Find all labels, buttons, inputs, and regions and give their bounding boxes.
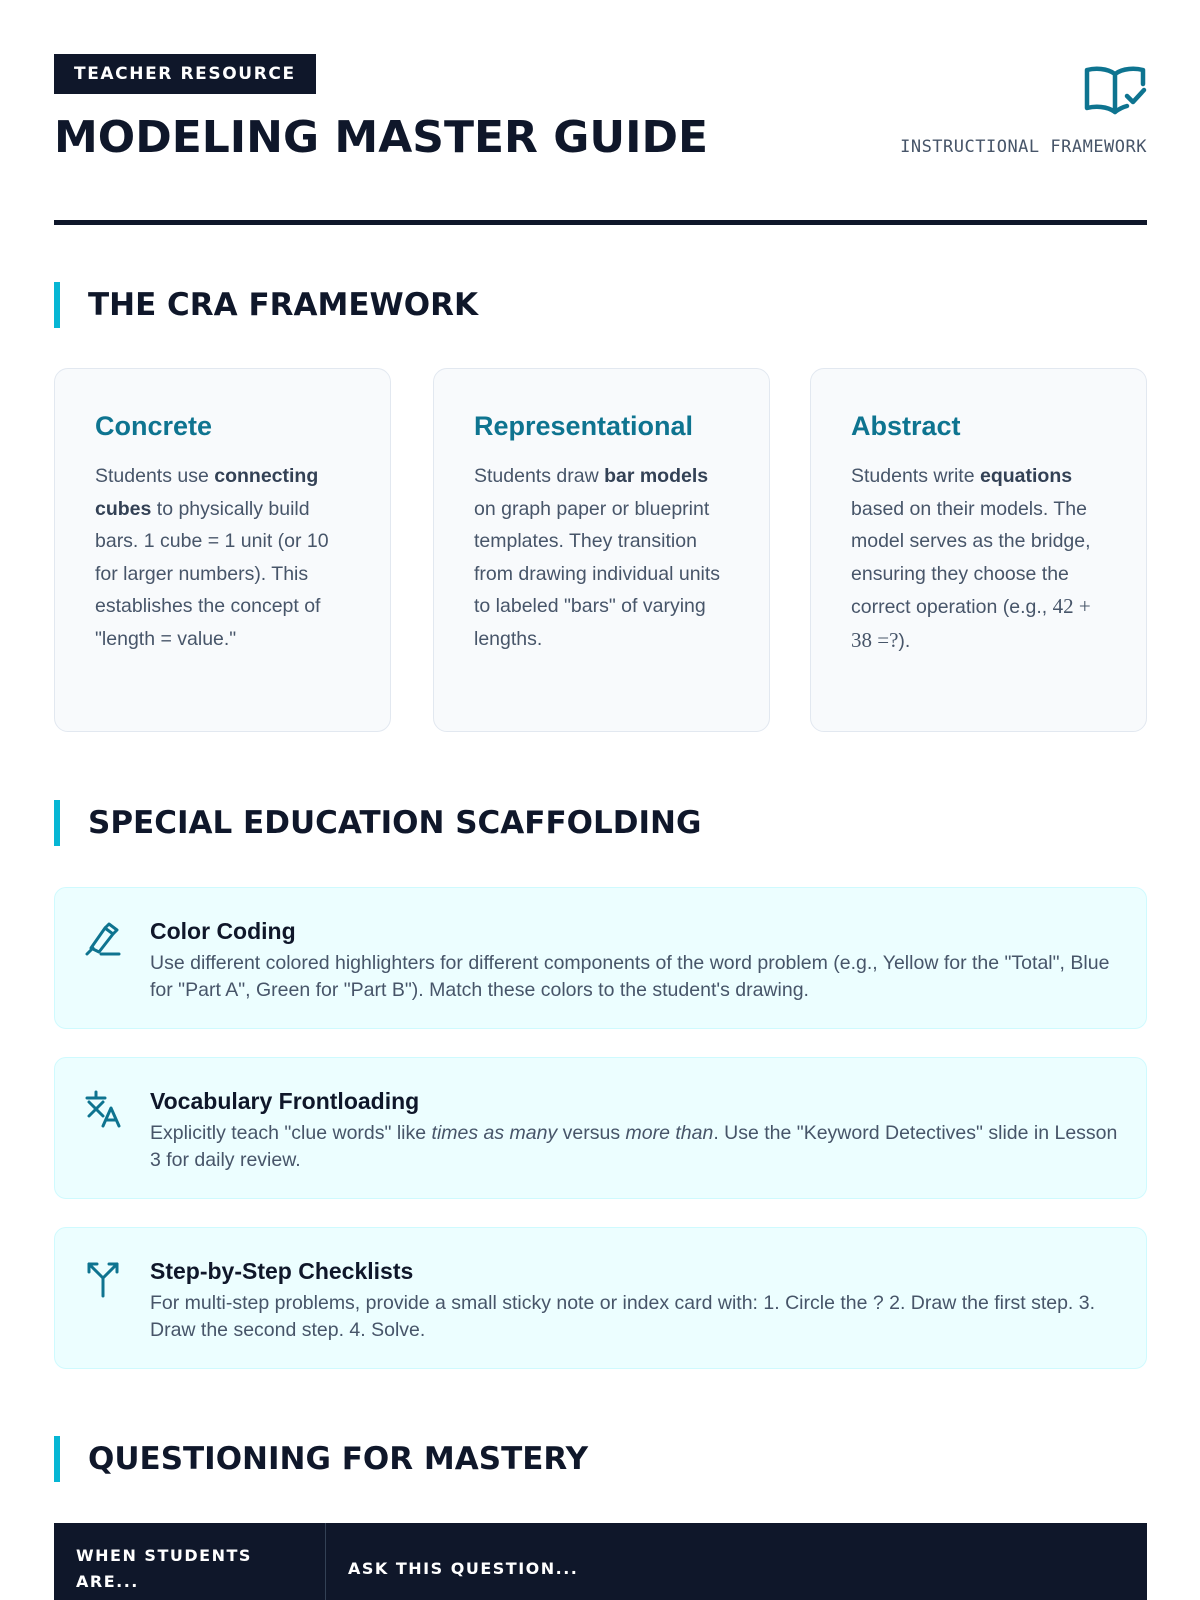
section-title: THE CRA FRAMEWORK	[88, 287, 478, 323]
translate-icon	[83, 1088, 123, 1128]
card-title: Representational	[474, 411, 694, 441]
resource-badge: TEACHER RESOURCE	[54, 54, 316, 94]
scaffold-title: Vocabulary Frontloading	[150, 1088, 420, 1114]
cra-card-concrete	[54, 368, 391, 732]
scaffold-item-checklists	[54, 1227, 1147, 1369]
scaffold-text: Use different colored highlighters for different components of the word problem (e.g., Yellow for the "Total", Blue for "Part A", Green for "Part B"). Match these colors to the student's drawing.	[150, 952, 1110, 1001]
header-divider	[54, 220, 1147, 225]
scaffold-title: Step-by-Step Checklists	[150, 1258, 414, 1284]
section-accent-bar	[54, 800, 60, 846]
highlighter-icon	[83, 918, 123, 958]
scaffold-item-color-coding	[54, 887, 1147, 1029]
questioning-table-header	[54, 1523, 1147, 1600]
card-text: Students write equations based on their models. The model serves as the bridge, ensuring they choose the correct operation (e.g., 42 + 38 =?).	[851, 465, 1091, 652]
card-title: Concrete	[95, 411, 213, 441]
framework-tag: INSTRUCTIONAL FRAMEWORK	[900, 137, 1147, 157]
cra-card-abstract	[810, 368, 1147, 732]
section-heading-questioning	[54, 1436, 954, 1482]
card-text: Students draw bar models on graph paper or blueprint templates. They transition from drawing individual units to labeled "bars" of varying lengths.	[474, 465, 721, 650]
scaffold-text: Explicitly teach "clue words" like times as many versus more than. Use the "Keyword Detectives" slide in Lesson 3 for daily review.	[150, 1122, 1118, 1171]
cra-card-representational	[433, 368, 770, 732]
book-check-icon	[1083, 60, 1147, 118]
section-title: QUESTIONING FOR MASTERY	[88, 1441, 589, 1477]
page-header	[54, 54, 1147, 226]
scaffold-text: For multi-step problems, provide a small sticky note or index card with: 1. Circle the ? 2. Draw the first step. 3. Draw the second step. 4. Solve.	[150, 1292, 1096, 1341]
column-header-when: WHEN STUDENTS ARE...	[76, 1546, 252, 1591]
scaffold-title: Color Coding	[150, 918, 296, 944]
split-arrow-icon	[83, 1258, 123, 1298]
section-accent-bar	[54, 1436, 60, 1482]
card-title: Abstract	[851, 411, 961, 441]
section-heading-scaffolding	[54, 800, 954, 846]
column-header-ask: ASK THIS QUESTION...	[348, 1559, 579, 1578]
section-title: SPECIAL EDUCATION SCAFFOLDING	[88, 805, 702, 841]
equation: 42 + 38 =?	[851, 594, 1091, 652]
page-title: MODELING MASTER GUIDE	[54, 112, 709, 163]
card-text: Students use connecting cubes to physically build bars. 1 cube = 1 unit (or 10 for larger numbers). This establishes the concept of "length = value."	[95, 465, 329, 650]
section-accent-bar	[54, 282, 60, 328]
scaffold-item-vocabulary	[54, 1057, 1147, 1199]
section-heading-cra	[54, 282, 954, 328]
